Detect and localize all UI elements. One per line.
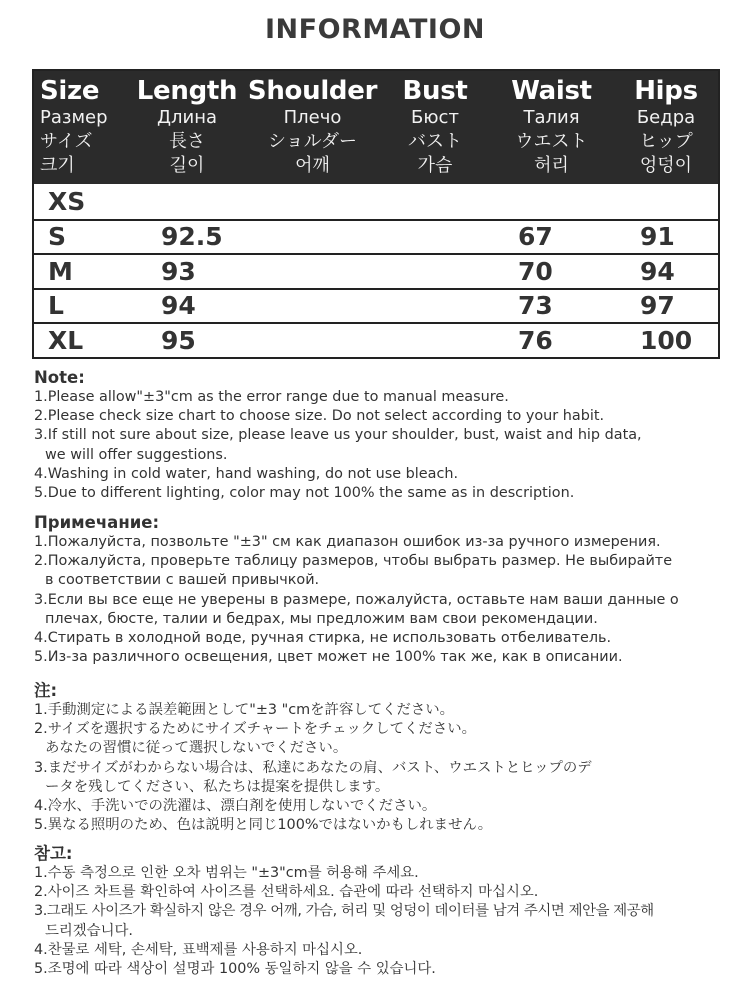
note-line: в соответствии с вашей привычкой.	[45, 572, 320, 589]
header-shoulder-en: Shoulder	[247, 76, 378, 106]
cell-length: 95	[161, 325, 196, 355]
size-chart-table	[32, 69, 720, 359]
cell-size: M	[48, 256, 73, 286]
header-waist-ko: 허리	[534, 155, 569, 176]
note-line: あなたの習慣に従って選択しないでください。	[45, 740, 348, 757]
header-shoulder-ru: Плечо	[283, 107, 342, 128]
note-line: 3.그래도 사이즈가 확실하지 않은 경우 어깨, 가슴, 허리 및 엉덩이 데이터를 남겨 주시면 제안을 제공해	[34, 903, 654, 920]
note-line: 5.Из-за различного освещения, цвет может не 100% так же, как в описании.	[34, 649, 623, 666]
cell-waist: 73	[518, 291, 553, 321]
note-line: 3.Если вы все еще не уверены в размере, пожалуйста, оставьте нам ваши данные о	[34, 591, 679, 608]
notes-heading: 注:	[34, 681, 58, 700]
cell-waist: 76	[518, 325, 553, 355]
header-length-ko: 길이	[169, 155, 205, 176]
note-line: 4.冷水、手洗いでの洗濯は、漂白剤を使用しないでください。	[34, 798, 437, 815]
note-line: 1.Please allow"±3"cm as the error range due to manual measure.	[34, 389, 509, 405]
cell-hips: 94	[640, 256, 675, 286]
cell-size: L	[48, 291, 64, 321]
notes-heading: 참고:	[34, 844, 73, 863]
cell-length: 93	[161, 256, 196, 286]
header-shoulder-ja: ショルダー	[268, 131, 357, 152]
header-hips-ko: 엉덩이	[639, 155, 693, 176]
note-line: 4.Стирать в холодной воде, ручная стирка, не использовать отбеливатель.	[34, 630, 612, 647]
header-hips	[614, 77, 718, 178]
note-line: 1.Пожалуйста, позвольте "±3" см как диапазон ошибок из-за ручного измерения.	[34, 534, 661, 550]
notes-heading: Note:	[34, 368, 85, 387]
table-row	[34, 219, 718, 254]
note-line: 3.If still not sure about size, please leave us your shoulder, bust, waist and hip data,	[34, 427, 642, 444]
note-line: 4.찬물로 세탁, 손세탁, 표백제를 사용하지 마십시오.	[34, 941, 363, 958]
header-waist-en: Waist	[511, 76, 592, 106]
header-waist-ja: ウエスト	[515, 131, 588, 152]
notes-japanese	[34, 680, 734, 835]
header-size-ko: 크기	[40, 155, 75, 176]
header-bust-ko: 가슴	[417, 155, 453, 176]
cell-size: XL	[48, 325, 84, 355]
header-shoulder-ko: 어깨	[295, 155, 330, 176]
notes-english	[34, 367, 734, 503]
header-bust-en: Bust	[402, 76, 468, 106]
cell-size: S	[48, 222, 67, 252]
note-line: 5.조명에 따라 색상이 설명과 100% 동일하지 않을 수 있습니다.	[34, 961, 436, 978]
note-line: 드리겠습니다.	[45, 922, 133, 939]
header-bust-ru: Бюст	[411, 107, 459, 128]
cell-hips: 97	[640, 291, 675, 321]
header-size-ru: Размер	[40, 107, 108, 128]
note-line: плечах, бюсте, талии и бедрах, мы предложим вам свои рекомендации.	[45, 610, 598, 627]
header-length-ja: 長さ	[169, 131, 205, 152]
note-line: 2.Пожалуйста, проверьте таблицу размеров, чтобы выбрать размер. Не выбирайте	[34, 553, 673, 570]
header-size-en: Size	[40, 76, 100, 106]
cell-size: XS	[48, 186, 86, 216]
notes-russian	[34, 512, 734, 667]
note-line: 3.まだサイズがわからない場合は、私達にあなたの肩、バスト、ウエストとヒップのデ	[34, 759, 592, 776]
note-line: we will offer suggestions.	[45, 446, 228, 463]
note-line: 2.사이즈 차트를 확인하여 사이즈를 선택하세요. 습관에 따라 선택하지 마십시오.	[34, 884, 539, 901]
table-row	[34, 288, 718, 323]
header-hips-en: Hips	[634, 76, 698, 106]
table-header	[34, 71, 718, 184]
cell-hips: 91	[640, 222, 675, 252]
cell-waist: 67	[518, 222, 553, 252]
header-size	[34, 77, 130, 178]
cell-waist: 70	[518, 256, 553, 286]
header-waist	[489, 77, 614, 178]
header-bust	[381, 77, 489, 178]
cell-hips: 100	[640, 325, 693, 355]
header-bust-ja: バスト	[408, 131, 462, 152]
page-title: INFORMATION	[264, 14, 485, 45]
note-line: 5.Due to different lighting, color may not 100% the same as in description.	[34, 485, 575, 502]
note-line: 2.サイズを選択するためにサイズチャートをチェックしてください。	[34, 721, 476, 738]
header-size-ja: サイズ	[40, 131, 93, 152]
cell-length: 94	[161, 291, 196, 321]
note-line: 1.수동 측정으로 인한 오차 범위는 "±3"cm를 허용해 주세요.	[34, 865, 419, 881]
header-length	[130, 77, 244, 178]
header-hips-ja: ヒップ	[639, 131, 693, 152]
header-waist-ru: Талия	[523, 107, 580, 128]
table-row	[34, 322, 718, 357]
header-length-ru: Длина	[156, 107, 218, 128]
header-shoulder	[244, 77, 381, 178]
note-line: ータを残してください、私たちは提案を提供します。	[45, 778, 390, 795]
note-line: 1.手動測定による誤差範囲として"±3 "cmを許容してください。	[34, 702, 455, 718]
table-row	[34, 253, 718, 288]
notes-korean	[34, 843, 734, 979]
note-line: 4.Washing in cold water, hand washing, do not use bleach.	[34, 465, 459, 482]
header-length-en: Length	[136, 76, 238, 106]
cell-length: 92.5	[161, 222, 223, 252]
header-hips-ru: Бедра	[636, 107, 696, 128]
table-row	[34, 184, 718, 219]
note-line: 5.異なる照明のため、色は説明と同じ100%ではないかもしれません。	[34, 817, 493, 834]
notes-heading: Примечание:	[34, 513, 160, 532]
table-body	[34, 184, 718, 357]
note-line: 2.Please check size chart to choose size. Do not select according to your habit.	[34, 408, 605, 425]
